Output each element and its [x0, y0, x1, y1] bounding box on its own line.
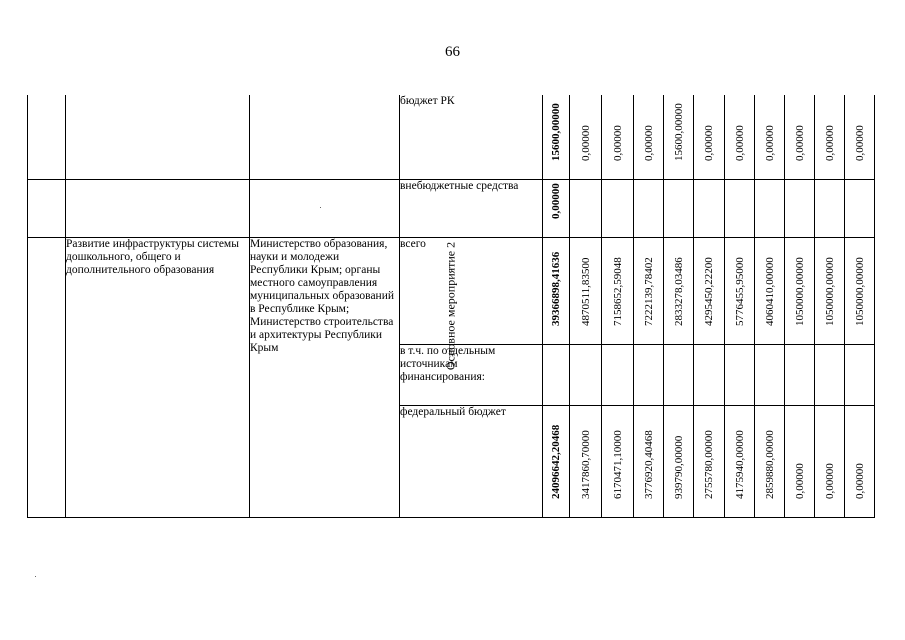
year-cell	[725, 344, 755, 405]
year-cell: 15600,00000	[664, 95, 694, 179]
year-cell: 4295450,22200	[694, 237, 725, 344]
year-cell	[634, 344, 664, 405]
activity-name: Развитие инфраструктуры системы дошкольного, общего и дополнительного образования	[66, 237, 250, 517]
year-cell: 3417860,70000	[570, 405, 602, 517]
year-cell: 0,00000	[725, 95, 755, 179]
year-cell: 0,00000	[845, 95, 875, 179]
year-cell: 0,00000	[845, 405, 875, 517]
cell-empty-name	[66, 179, 250, 237]
year-cell	[755, 179, 785, 237]
year-cell: 939790,00000	[664, 405, 694, 517]
year-cell: 0,00000	[602, 95, 634, 179]
table-row-total	[28, 237, 875, 344]
year-cell	[815, 179, 845, 237]
year-cell	[570, 179, 602, 237]
cell-empty-executors	[250, 95, 400, 179]
activity-label: Основное мероприятие 2	[443, 241, 458, 371]
total-cell: 24096642,20468	[543, 405, 570, 517]
year-cell: 0,00000	[785, 405, 815, 517]
table-row-extrabudget	[28, 179, 875, 237]
year-cell: 4175940,00000	[725, 405, 755, 517]
year-cell	[845, 179, 875, 237]
year-cell	[815, 344, 845, 405]
source-cell: внебюджетные средства	[400, 179, 543, 237]
year-cell: 0,00000	[755, 95, 785, 179]
budget-table	[27, 95, 875, 518]
year-cell: 1050000,00000	[785, 237, 815, 344]
year-cell: 7158652,59048	[602, 237, 634, 344]
year-cell	[664, 344, 694, 405]
year-cell: 0,00000	[570, 95, 602, 179]
source-cell: всего	[400, 237, 543, 344]
page-number: 66	[445, 44, 460, 60]
year-cell: 7222139,78402	[634, 237, 664, 344]
year-cell	[570, 344, 602, 405]
year-cell: 5776455,95000	[725, 237, 755, 344]
year-cell: 0,00000	[815, 95, 845, 179]
scan-speck	[320, 207, 321, 208]
total-cell: 0,00000	[543, 179, 570, 237]
year-cell: 6170471,10000	[602, 405, 634, 517]
year-cell: 0,00000	[634, 95, 664, 179]
total-cell	[543, 344, 570, 405]
source-cell: бюджет РК	[400, 95, 543, 179]
year-cell: 4060410,00000	[755, 237, 785, 344]
total-cell: 15600,00000	[543, 95, 570, 179]
cell-empty-executors	[250, 179, 400, 237]
year-cell: 2859880,00000	[755, 405, 785, 517]
year-cell: 1050000,00000	[845, 237, 875, 344]
year-cell	[785, 179, 815, 237]
year-cell: 0,00000	[815, 405, 845, 517]
activity-executors: Министерство образования, науки и молодежи Республики Крым; органы местного самоуправления муниципальных образований в Республике Крым; Министерство строительства и архитектуры Республики Крым	[250, 237, 400, 517]
table-row-budget-rk	[28, 95, 875, 179]
source-cell: федеральный бюджет	[400, 405, 543, 517]
year-cell: 3776920,40468	[634, 405, 664, 517]
year-cell: 1050000,00000	[815, 237, 845, 344]
year-cell	[602, 344, 634, 405]
year-cell	[845, 344, 875, 405]
cell-empty-label	[28, 95, 66, 179]
year-cell	[785, 344, 815, 405]
scan-speck	[35, 576, 36, 577]
year-cell	[694, 179, 725, 237]
year-cell	[725, 179, 755, 237]
cell-empty-name	[66, 95, 250, 179]
total-cell: 39366898,41636	[543, 237, 570, 344]
year-cell: 2833278,03486	[664, 237, 694, 344]
year-cell: 2755780,00000	[694, 405, 725, 517]
cell-empty-label	[28, 179, 66, 237]
year-cell	[634, 179, 664, 237]
year-cell: 0,00000	[785, 95, 815, 179]
year-cell	[602, 179, 634, 237]
year-cell: 4870511,83500	[570, 237, 602, 344]
year-cell	[694, 344, 725, 405]
year-cell	[664, 179, 694, 237]
year-cell	[755, 344, 785, 405]
year-cell: 0,00000	[694, 95, 725, 179]
source-cell: в т.ч. по отдельным источникам финансирования:	[400, 344, 543, 405]
